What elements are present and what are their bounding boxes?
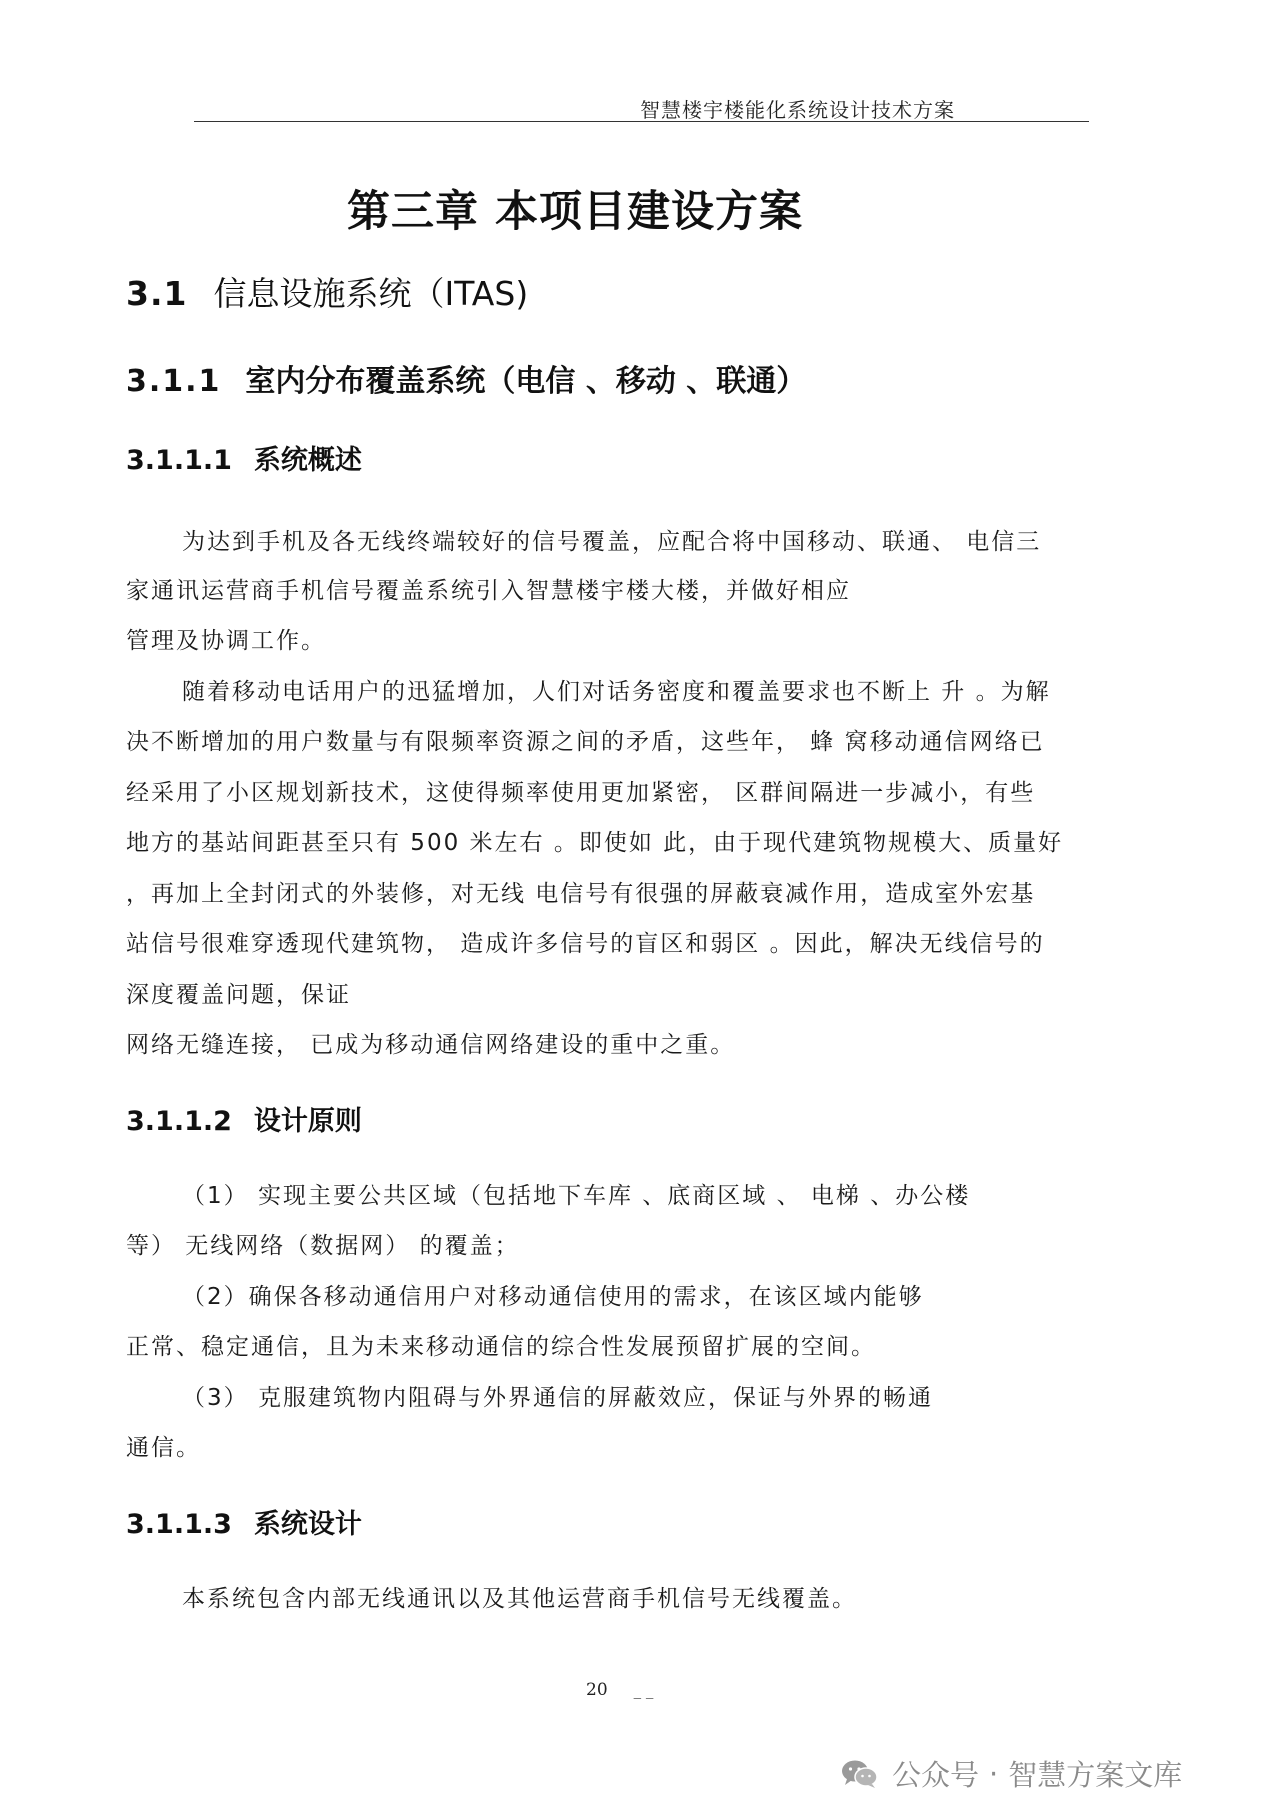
body-line: 等） 无线网络（数据网） 的覆盖； [126,1233,520,1259]
item-number: 3.1.1.2 [126,1106,232,1137]
chapter-title: 第三章 本项目建设方案 [347,187,803,237]
item-title: 系统概述 [253,445,362,476]
body-line: （1） 实现主要公共区域（包括地下车库 、底商区域 、 电梯 、办公楼 [182,1183,971,1209]
section-number: 3.1 [126,274,188,313]
body-line: 为达到手机及各无线终端较好的信号覆盖，应配合将中国移动、联通、 电信三 [182,529,1042,555]
subsection-title: 室内分布覆盖系统（电信 、移动 、联通） [245,364,807,399]
body-line: 决不断增加的用户数量与有限频率资源之间的矛盾，这些年， 蜂 窝移动通信网络已 [126,729,1045,755]
subsection-number: 3.1.1 [126,364,222,399]
section-heading [126,268,528,315]
section-title: 信息设施系统（ITAS) [213,274,529,313]
body-line: 网络无缝连接， 已成为移动通信网络建设的重中之重。 [126,1032,736,1058]
watermark-separator: · [989,1756,999,1791]
header-rule [194,121,1089,122]
watermark-account: 智慧方案文库 [1008,1758,1183,1792]
wechat-icon [840,1759,880,1789]
body-line: 通信。 [126,1435,201,1461]
body-line: 正常、稳定通信，且为未来移动通信的综合性发展预留扩展的空间。 [126,1334,876,1360]
item-title: 设计原则 [253,1106,362,1137]
body-line: 经采用了小区规划新技术，这使得频率使用更加紧密， 区群间隔进一步减小，有些 [126,780,1036,806]
body-line: 站信号很难穿透现代建筑物， 造成许多信号的盲区和弱区 。因此，解决无线信号的 [126,931,1045,957]
page-number-value: 20 [586,1680,608,1700]
running-header: 智慧楼宇楼能化系统设计技术方案 [640,98,955,122]
item-heading-principles [126,1099,362,1138]
item-heading-design [126,1502,362,1541]
body-line: 本系统包含内部无线通讯以及其他运营商手机信号无线覆盖。 [182,1586,857,1612]
body-line: 管理及协调工作。 [126,628,326,654]
body-line: 家通讯运营商手机信号覆盖系统引入智慧楼宇楼大楼，并做好相应 [126,578,851,604]
watermark-label: 公众号 [892,1758,980,1792]
body-line: 深度覆盖问题，保证 [126,982,351,1008]
body-line: 地方的基站间距甚至只有 500 米左右 。即使如 此，由于现代建筑物规模大、质量好 [126,830,1064,856]
body-line: （2）确保各移动通信用户对移动通信使用的需求，在该区域内能够 [182,1284,924,1310]
page-number-dashes: _ _ [633,1681,654,1699]
item-title: 系统设计 [253,1509,362,1540]
watermark [840,1753,1182,1794]
subsection-heading [126,356,806,400]
item-heading-overview [126,438,362,477]
body-line: （3） 克服建筑物内阻碍与外界通信的屏蔽效应，保证与外界的畅通 [182,1385,933,1411]
body-line: 随着移动电话用户的迅猛增加，人们对话务密度和覆盖要求也不断上 升 。为解 [182,679,1051,705]
body-line: ，再加上全封闭式的外装修，对无线 电信号有很强的屏蔽衰减作用，造成室外宏基 [126,881,1036,907]
page-number [586,1680,653,1700]
item-number: 3.1.1.1 [126,445,232,476]
item-number: 3.1.1.3 [126,1509,232,1540]
